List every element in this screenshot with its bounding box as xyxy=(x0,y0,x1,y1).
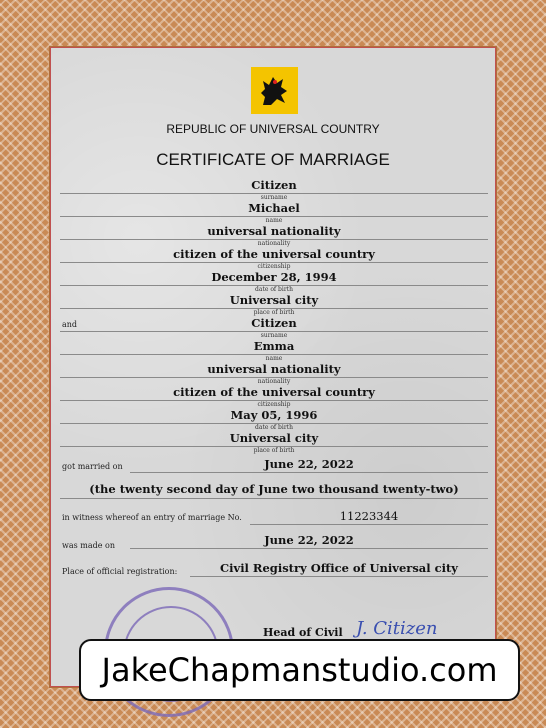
and-label: and xyxy=(62,320,78,329)
watermark-text: JakeChapmanstudio.com xyxy=(101,651,498,689)
place-value: Civil Registry Office of Universal city xyxy=(219,561,458,575)
made-on-label: was made on xyxy=(62,541,115,550)
made-on-date: June 22, 2022 xyxy=(264,533,354,547)
person1-date-of-birth: December 28, 1994 date of birth xyxy=(60,271,488,293)
got-married-label: got married on xyxy=(62,462,123,471)
certificate-title: CERTIFICATE OF MARRIAGE xyxy=(156,150,390,169)
person2-name: Emma name xyxy=(60,340,488,362)
person2-surname: Citizen surname xyxy=(60,317,488,339)
person1-name: Michael name xyxy=(60,202,488,224)
signature: J. Citizen xyxy=(356,618,438,639)
person2-place-of-birth: Universal city place of birth xyxy=(60,432,488,454)
made-on-line xyxy=(130,548,488,549)
marriage-date-words: (the twenty second day of June two thousand twenty-two) xyxy=(89,482,459,496)
person2-citizenship: citizen of the universal country citizenship xyxy=(60,386,488,408)
person1-surname: Citizen surname xyxy=(60,179,488,201)
person1-place-of-birth: Universal city place of birth xyxy=(60,294,488,316)
entry-number: 11223344 xyxy=(339,509,399,523)
date-words-line xyxy=(60,498,488,499)
person2-date-of-birth: May 05, 1996 date of birth xyxy=(60,409,488,431)
country-heading: REPUBLIC OF UNIVERSAL COUNTRY xyxy=(166,122,380,136)
head-of-civil-label: Head of Civil xyxy=(263,626,343,639)
person2-nationality: universal nationality nationality xyxy=(60,363,488,385)
entry-number-line xyxy=(250,524,488,525)
marriage-date-line xyxy=(130,472,488,473)
place-line xyxy=(190,576,488,577)
person1-citizenship: citizen of the universal country citizenship xyxy=(60,248,488,270)
entry-label: in witness whereof an entry of marriage No. xyxy=(62,513,242,522)
watermark-banner xyxy=(79,639,520,701)
person1-nationality: universal nationality nationality xyxy=(60,225,488,247)
marriage-date: June 22, 2022 xyxy=(264,457,354,471)
coat-of-arms-icon xyxy=(251,67,298,114)
place-label: Place of official registration: xyxy=(62,567,178,576)
